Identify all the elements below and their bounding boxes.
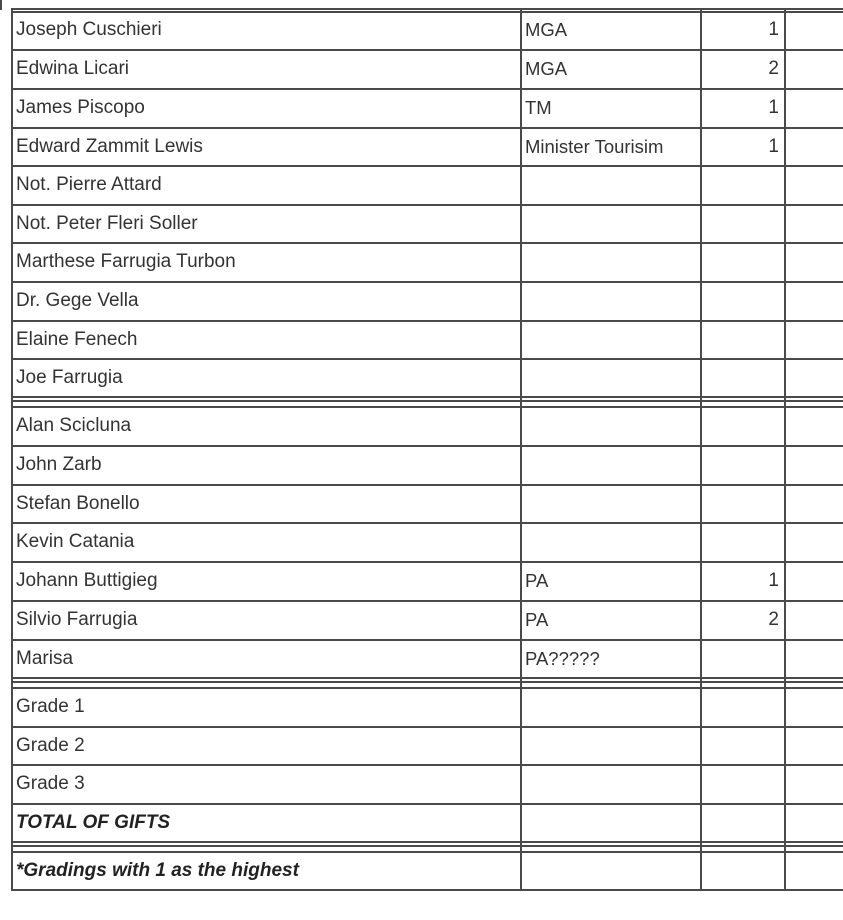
grade-cell: 1 bbox=[768, 135, 779, 157]
role-cell bbox=[525, 804, 701, 842]
table-row bbox=[11, 688, 843, 726]
name-cell: Alan Scicluna bbox=[16, 415, 132, 436]
role-cell bbox=[525, 523, 701, 561]
role-cell bbox=[525, 205, 701, 242]
table-row bbox=[11, 407, 843, 445]
role-cell bbox=[525, 407, 701, 445]
table-row bbox=[11, 446, 843, 484]
table-row bbox=[11, 523, 843, 561]
role-cell: PA????? bbox=[525, 648, 600, 669]
table-row bbox=[11, 128, 843, 165]
grade-cell: 1 bbox=[768, 19, 779, 40]
name-cell: Marisa bbox=[16, 648, 74, 669]
name-cell: Edwina Licari bbox=[16, 58, 129, 79]
role-cell bbox=[525, 727, 701, 764]
grade-cell bbox=[703, 804, 779, 842]
row-border bbox=[11, 681, 843, 683]
name-cell: Not. Peter Fleri Soller bbox=[16, 212, 198, 234]
name-cell: Kevin Catania bbox=[16, 531, 135, 552]
grade-cell bbox=[703, 765, 779, 803]
grade-cell bbox=[703, 166, 779, 204]
role-cell bbox=[525, 852, 701, 889]
row-border bbox=[11, 400, 843, 402]
grade-cell bbox=[703, 282, 779, 320]
role-cell bbox=[525, 765, 701, 803]
grade-cell bbox=[703, 243, 779, 281]
grade-cell bbox=[703, 727, 779, 764]
table-row bbox=[11, 321, 843, 358]
name-cell: Elaine Fenech bbox=[16, 328, 138, 350]
name-cell: Joseph Cuschieri bbox=[16, 19, 162, 40]
grade-cell bbox=[703, 446, 779, 484]
name-cell: Johann Buttigieg bbox=[16, 570, 158, 591]
name-cell: Grade 2 bbox=[16, 734, 85, 756]
role-cell: MGA bbox=[525, 19, 568, 40]
row-border bbox=[11, 845, 843, 847]
grade-cell bbox=[703, 523, 779, 561]
name-cell: Marthese Farrugia Turbon bbox=[16, 251, 236, 272]
table-row bbox=[11, 804, 843, 842]
table-row bbox=[11, 562, 843, 600]
table-row bbox=[11, 166, 843, 204]
table-row bbox=[11, 282, 843, 320]
role-cell bbox=[525, 446, 701, 484]
role-cell bbox=[525, 359, 701, 397]
role-cell: PA bbox=[525, 570, 549, 591]
role-cell bbox=[525, 321, 701, 358]
left-edge-mark bbox=[0, 0, 2, 10]
grade-cell bbox=[703, 852, 779, 889]
table-row bbox=[11, 243, 843, 281]
name-cell: Joe Farrugia bbox=[16, 367, 123, 388]
grade-cell bbox=[703, 688, 779, 726]
grade-cell: 2 bbox=[768, 609, 779, 630]
name-cell: Edward Zammit Lewis bbox=[16, 135, 203, 157]
grade-cell: 1 bbox=[768, 97, 779, 118]
role-cell bbox=[525, 282, 701, 320]
role-cell bbox=[525, 166, 701, 204]
role-cell: MGA bbox=[525, 58, 568, 79]
name-cell: Not. Pierre Attard bbox=[16, 174, 162, 195]
grade-cell bbox=[703, 407, 779, 445]
table-row bbox=[11, 11, 843, 49]
grade-cell: 2 bbox=[768, 58, 779, 79]
table-row bbox=[11, 359, 843, 397]
name-cell: Grade 3 bbox=[16, 773, 85, 794]
role-cell bbox=[525, 243, 701, 281]
name-cell: James Piscopo bbox=[16, 97, 145, 118]
role-cell bbox=[525, 688, 701, 726]
table-row bbox=[11, 852, 843, 889]
table-row bbox=[11, 485, 843, 522]
grade-cell bbox=[703, 321, 779, 358]
name-cell: Grade 1 bbox=[16, 696, 85, 717]
grade-cell bbox=[703, 640, 779, 678]
name-cell: Silvio Farrugia bbox=[16, 609, 138, 630]
row-border bbox=[11, 889, 843, 891]
table-row bbox=[11, 205, 843, 242]
grade-cell bbox=[703, 359, 779, 397]
table-row bbox=[11, 727, 843, 764]
table-row bbox=[11, 765, 843, 803]
name-cell: Dr. Gege Vella bbox=[16, 290, 139, 311]
name-cell: Stefan Bonello bbox=[16, 492, 140, 514]
row-border bbox=[11, 8, 843, 10]
table-row bbox=[11, 89, 843, 127]
role-cell bbox=[525, 485, 701, 522]
grade-cell bbox=[703, 485, 779, 522]
name-cell: *Gradings with 1 as the highest bbox=[16, 859, 299, 881]
name-cell: John Zarb bbox=[16, 454, 102, 475]
table-row bbox=[11, 640, 843, 678]
table-row bbox=[11, 50, 843, 88]
role-cell: Minister Tourisim bbox=[525, 135, 664, 157]
table-row bbox=[11, 601, 843, 639]
grade-cell: 1 bbox=[768, 570, 779, 591]
grade-cell bbox=[703, 205, 779, 242]
name-cell: TOTAL OF GIFTS bbox=[16, 812, 171, 833]
role-cell: TM bbox=[525, 97, 552, 118]
role-cell: PA bbox=[525, 609, 549, 630]
